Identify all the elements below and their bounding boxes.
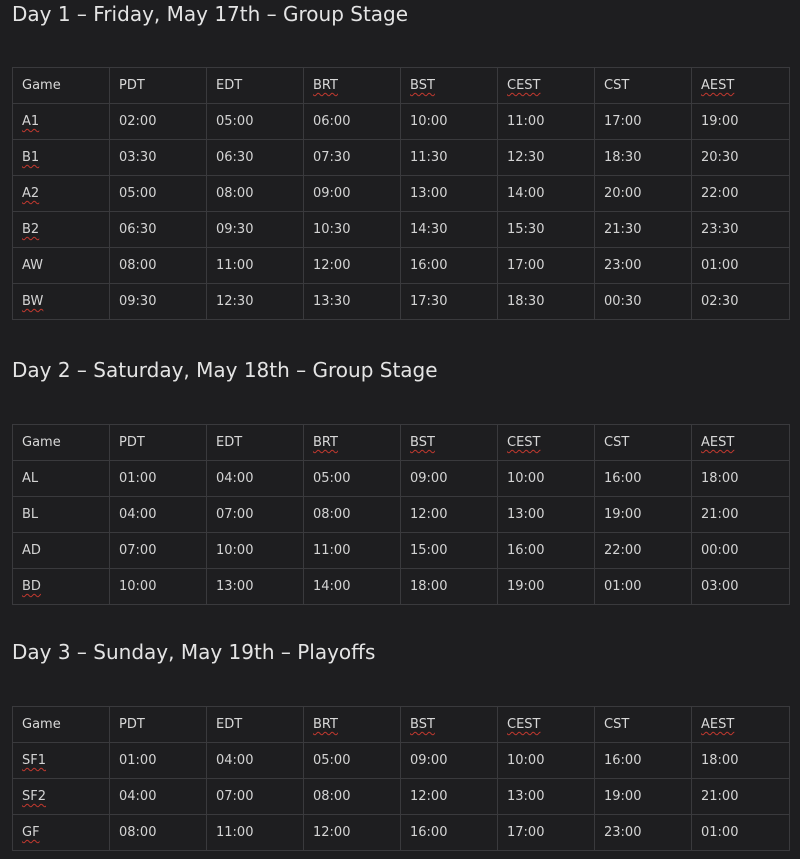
time-cell: 11:30 xyxy=(401,140,498,176)
time-cell: 20:30 xyxy=(692,140,790,176)
column-header-cest: CEST xyxy=(498,425,595,461)
time-cell: 15:00 xyxy=(401,533,498,569)
time-cell: 00:30 xyxy=(595,284,692,320)
time-cell: 01:00 xyxy=(692,248,790,284)
table-row xyxy=(13,779,790,815)
column-header-edt: EDT xyxy=(207,68,304,104)
time-cell: 09:30 xyxy=(207,212,304,248)
time-cell: 22:00 xyxy=(595,533,692,569)
time-cell: 10:00 xyxy=(110,569,207,605)
header-row xyxy=(13,707,790,743)
table-row xyxy=(13,497,790,533)
table-row xyxy=(13,533,790,569)
time-cell: 21:00 xyxy=(692,779,790,815)
time-cell: 18:30 xyxy=(595,140,692,176)
time-cell: 14:00 xyxy=(498,176,595,212)
table-row xyxy=(13,212,790,248)
column-header-cest: CEST xyxy=(498,68,595,104)
time-cell: 16:00 xyxy=(595,461,692,497)
table-row xyxy=(13,815,790,851)
time-cell: 01:00 xyxy=(595,569,692,605)
time-cell: 14:00 xyxy=(304,569,401,605)
time-cell: 07:00 xyxy=(110,533,207,569)
time-cell: 20:00 xyxy=(595,176,692,212)
time-cell: 04:00 xyxy=(207,461,304,497)
time-cell: 05:00 xyxy=(304,461,401,497)
time-cell: 16:00 xyxy=(401,248,498,284)
time-cell: 11:00 xyxy=(207,815,304,851)
game-cell: AL xyxy=(13,461,110,497)
time-cell: 06:30 xyxy=(110,212,207,248)
game-cell: BL xyxy=(13,497,110,533)
day-3-heading: Day 3 – Sunday, May 19th – Playoffs xyxy=(12,640,376,664)
time-cell: 18:30 xyxy=(498,284,595,320)
day-2-schedule-table xyxy=(12,424,790,605)
time-cell: 12:30 xyxy=(207,284,304,320)
time-cell: 05:00 xyxy=(304,743,401,779)
time-cell: 01:00 xyxy=(110,461,207,497)
table-row xyxy=(13,569,790,605)
time-cell: 17:00 xyxy=(595,104,692,140)
time-cell: 10:00 xyxy=(401,104,498,140)
table-row xyxy=(13,284,790,320)
day-3-schedule-table xyxy=(12,706,790,851)
time-cell: 23:00 xyxy=(595,248,692,284)
time-cell: 18:00 xyxy=(401,569,498,605)
time-cell: 18:00 xyxy=(692,743,790,779)
time-cell: 12:00 xyxy=(304,815,401,851)
column-header-aest: AEST xyxy=(692,707,790,743)
column-header-pdt: PDT xyxy=(110,68,207,104)
time-cell: 11:00 xyxy=(207,248,304,284)
time-cell: 09:00 xyxy=(304,176,401,212)
game-cell: BD xyxy=(13,569,110,605)
time-cell: 21:00 xyxy=(692,497,790,533)
time-cell: 23:30 xyxy=(692,212,790,248)
time-cell: 19:00 xyxy=(595,497,692,533)
time-cell: 22:00 xyxy=(692,176,790,212)
column-header-cst: CST xyxy=(595,425,692,461)
column-header-cst: CST xyxy=(595,68,692,104)
column-header-aest: AEST xyxy=(692,425,790,461)
day-2-heading: Day 2 – Saturday, May 18th – Group Stage xyxy=(12,358,438,382)
header-row xyxy=(13,425,790,461)
time-cell: 13:00 xyxy=(498,497,595,533)
time-cell: 16:00 xyxy=(498,533,595,569)
game-cell: GF xyxy=(13,815,110,851)
column-header-bst: BST xyxy=(401,425,498,461)
time-cell: 12:30 xyxy=(498,140,595,176)
column-header-game: Game xyxy=(13,707,110,743)
column-header-brt: BRT xyxy=(304,68,401,104)
game-cell: B1 xyxy=(13,140,110,176)
time-cell: 16:00 xyxy=(595,743,692,779)
time-cell: 10:00 xyxy=(498,743,595,779)
column-header-cst: CST xyxy=(595,707,692,743)
time-cell: 09:30 xyxy=(110,284,207,320)
time-cell: 10:00 xyxy=(498,461,595,497)
time-cell: 07:00 xyxy=(207,779,304,815)
column-header-pdt: PDT xyxy=(110,707,207,743)
column-header-brt: BRT xyxy=(304,425,401,461)
time-cell: 09:00 xyxy=(401,743,498,779)
column-header-cest: CEST xyxy=(498,707,595,743)
time-cell: 04:00 xyxy=(207,743,304,779)
time-cell: 02:30 xyxy=(692,284,790,320)
game-cell: AW xyxy=(13,248,110,284)
time-cell: 10:00 xyxy=(207,533,304,569)
time-cell: 12:00 xyxy=(401,779,498,815)
time-cell: 00:00 xyxy=(692,533,790,569)
time-cell: 02:00 xyxy=(110,104,207,140)
time-cell: 06:00 xyxy=(304,104,401,140)
time-cell: 19:00 xyxy=(595,779,692,815)
time-cell: 03:30 xyxy=(110,140,207,176)
time-cell: 18:00 xyxy=(692,461,790,497)
day-1-heading: Day 1 – Friday, May 17th – Group Stage xyxy=(12,2,409,26)
time-cell: 14:30 xyxy=(401,212,498,248)
time-cell: 15:30 xyxy=(498,212,595,248)
time-cell: 08:00 xyxy=(304,497,401,533)
time-cell: 11:00 xyxy=(498,104,595,140)
game-cell: BW xyxy=(13,284,110,320)
game-cell: SF2 xyxy=(13,779,110,815)
time-cell: 08:00 xyxy=(304,779,401,815)
game-cell: A1 xyxy=(13,104,110,140)
time-cell: 19:00 xyxy=(498,569,595,605)
table-row xyxy=(13,743,790,779)
table-row xyxy=(13,140,790,176)
table-row xyxy=(13,104,790,140)
time-cell: 13:30 xyxy=(304,284,401,320)
time-cell: 04:00 xyxy=(110,497,207,533)
time-cell: 08:00 xyxy=(110,248,207,284)
table-row xyxy=(13,461,790,497)
time-cell: 04:00 xyxy=(110,779,207,815)
game-cell: AD xyxy=(13,533,110,569)
time-cell: 13:00 xyxy=(207,569,304,605)
column-header-edt: EDT xyxy=(207,707,304,743)
time-cell: 12:00 xyxy=(401,497,498,533)
column-header-bst: BST xyxy=(401,68,498,104)
game-cell: B2 xyxy=(13,212,110,248)
column-header-game: Game xyxy=(13,68,110,104)
column-header-bst: BST xyxy=(401,707,498,743)
time-cell: 19:00 xyxy=(692,104,790,140)
time-cell: 12:00 xyxy=(304,248,401,284)
column-header-edt: EDT xyxy=(207,425,304,461)
time-cell: 07:30 xyxy=(304,140,401,176)
time-cell: 08:00 xyxy=(110,815,207,851)
header-row xyxy=(13,68,790,104)
time-cell: 16:00 xyxy=(401,815,498,851)
time-cell: 17:00 xyxy=(498,248,595,284)
time-cell: 11:00 xyxy=(304,533,401,569)
time-cell: 08:00 xyxy=(207,176,304,212)
column-header-brt: BRT xyxy=(304,707,401,743)
time-cell: 05:00 xyxy=(110,176,207,212)
time-cell: 17:30 xyxy=(401,284,498,320)
table-row xyxy=(13,248,790,284)
column-header-aest: AEST xyxy=(692,68,790,104)
game-cell: SF1 xyxy=(13,743,110,779)
time-cell: 09:00 xyxy=(401,461,498,497)
time-cell: 13:00 xyxy=(401,176,498,212)
time-cell: 06:30 xyxy=(207,140,304,176)
column-header-game: Game xyxy=(13,425,110,461)
column-header-pdt: PDT xyxy=(110,425,207,461)
day-1-schedule-table xyxy=(12,67,790,320)
time-cell: 10:30 xyxy=(304,212,401,248)
time-cell: 07:00 xyxy=(207,497,304,533)
time-cell: 21:30 xyxy=(595,212,692,248)
time-cell: 23:00 xyxy=(595,815,692,851)
table-row xyxy=(13,176,790,212)
time-cell: 01:00 xyxy=(110,743,207,779)
time-cell: 05:00 xyxy=(207,104,304,140)
game-cell: A2 xyxy=(13,176,110,212)
time-cell: 17:00 xyxy=(498,815,595,851)
time-cell: 13:00 xyxy=(498,779,595,815)
time-cell: 03:00 xyxy=(692,569,790,605)
time-cell: 01:00 xyxy=(692,815,790,851)
